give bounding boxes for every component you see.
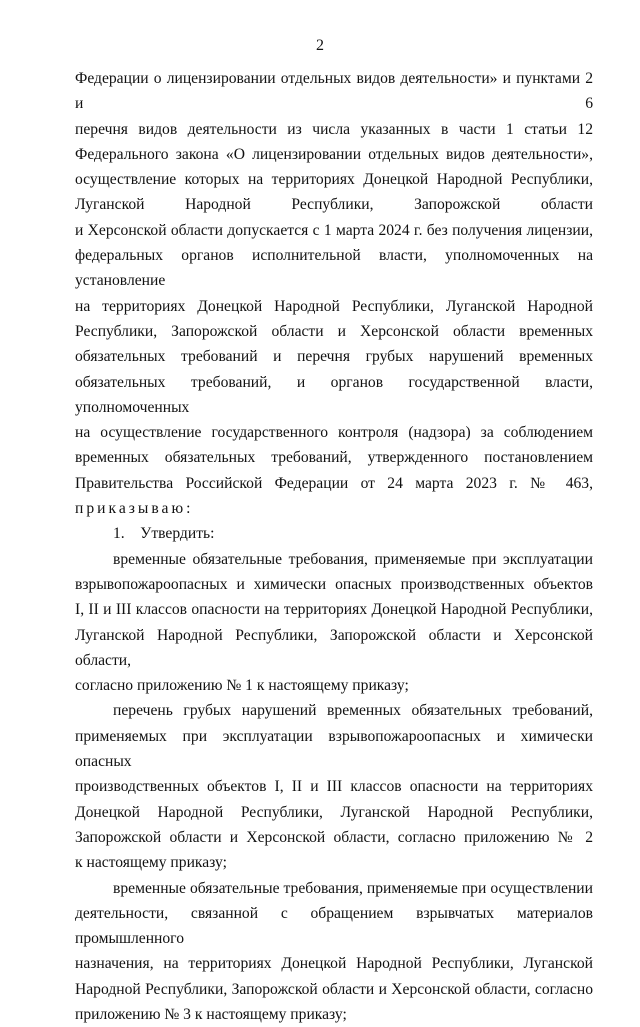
text-line: приложению № 3 к настоящему приказу; (75, 1005, 347, 1023)
text-line: взрывопожароопасных и химически опасных производственных объектов (75, 575, 593, 593)
document-body (75, 66, 593, 1027)
text-line: к настоящему приказу; (75, 854, 227, 872)
paragraph-appendix-2 (75, 698, 593, 723)
text-line: Федерации о лицензировании отдельных видов деятельности» и пунктами 2 и 6 (75, 70, 593, 113)
text-line: Донецкой Народной Республики, Луганской Народной Республики, (75, 803, 593, 821)
paragraph-appendix-3 (75, 876, 593, 901)
text-line: временных обязательных требований, утвержденного постановлением (75, 449, 593, 467)
text-line: согласно приложению № 1 к настоящему приказу; (75, 677, 409, 695)
order-word: приказываю: (75, 500, 194, 518)
text-line: обязательных требований и перечня грубых нарушений временных (75, 348, 593, 366)
text-line: применяемых при эксплуатации взрывопожароопасных и химически опасных (75, 727, 593, 771)
text-line: на территориях Донецкой Народной Республики, Луганской Народной (75, 297, 593, 315)
text-line: и Херсонской области допускается с 1 марта 2024 г. без получения лицензии, (75, 221, 593, 239)
text-line: I, II и III классов опасности на территориях Донецкой Народной Республики, (75, 601, 593, 619)
text-line: назначения, на территориях Донецкой Народной Республики, Луганской (75, 955, 593, 973)
text-line: Луганской Народной Республики, Запорожской области и Херсонской области, (75, 626, 593, 669)
text-line: временные обязательные требования, применяемые при эксплуатации (113, 550, 593, 568)
text-line: перечень грубых нарушений временных обязательных требований, (113, 702, 593, 720)
text-line: Запорожской области и Херсонской области, согласно приложению № 2 (75, 828, 593, 846)
paragraph-appendix-3-cont (75, 901, 593, 1027)
intro-paragraph (75, 66, 593, 521)
paragraph-appendix-2-cont (75, 724, 593, 876)
text-line: обязательных требований, и органов государственной власти, уполномоченных (75, 373, 593, 416)
text-line: Республики, Запорожской области и Херсонской области временных (75, 322, 593, 340)
text-line: перечня видов деятельности из числа указанных в части 1 статьи 12 (75, 120, 593, 138)
text-line: Правительства Российской Федерации от 24 марта 2023 г. № 463, (75, 474, 593, 492)
text-line: осуществление которых на территориях Донецкой Народной Республики, (75, 171, 593, 189)
text-line: деятельности, связанной с обращением взрывчатых материалов промышленного (75, 904, 593, 948)
text-line: Народной Республики, Запорожской области и Херсонской области, согласно (75, 980, 593, 998)
text-line: Луганской Народной Республики, Запорожской области (75, 196, 593, 214)
text-line: на осуществление государственного контроля (надзора) за соблюдением (75, 424, 593, 442)
page-number: 2 (316, 37, 324, 54)
paragraph-appendix-1 (75, 547, 593, 572)
paragraph-appendix-1-cont (75, 572, 593, 698)
text-line: производственных объектов I, II и III классов опасности на территориях (75, 778, 593, 796)
item-1-label: 1. Утвердить: (113, 525, 215, 543)
item-1-heading (75, 521, 593, 546)
text-line: федеральных органов исполнительной власти, уполномоченных на установление (75, 247, 593, 290)
text-line: временные обязательные требования, применяемые при осуществлении (113, 879, 593, 897)
text-line: Федерального закона «О лицензировании отдельных видов деятельности», (75, 145, 593, 163)
